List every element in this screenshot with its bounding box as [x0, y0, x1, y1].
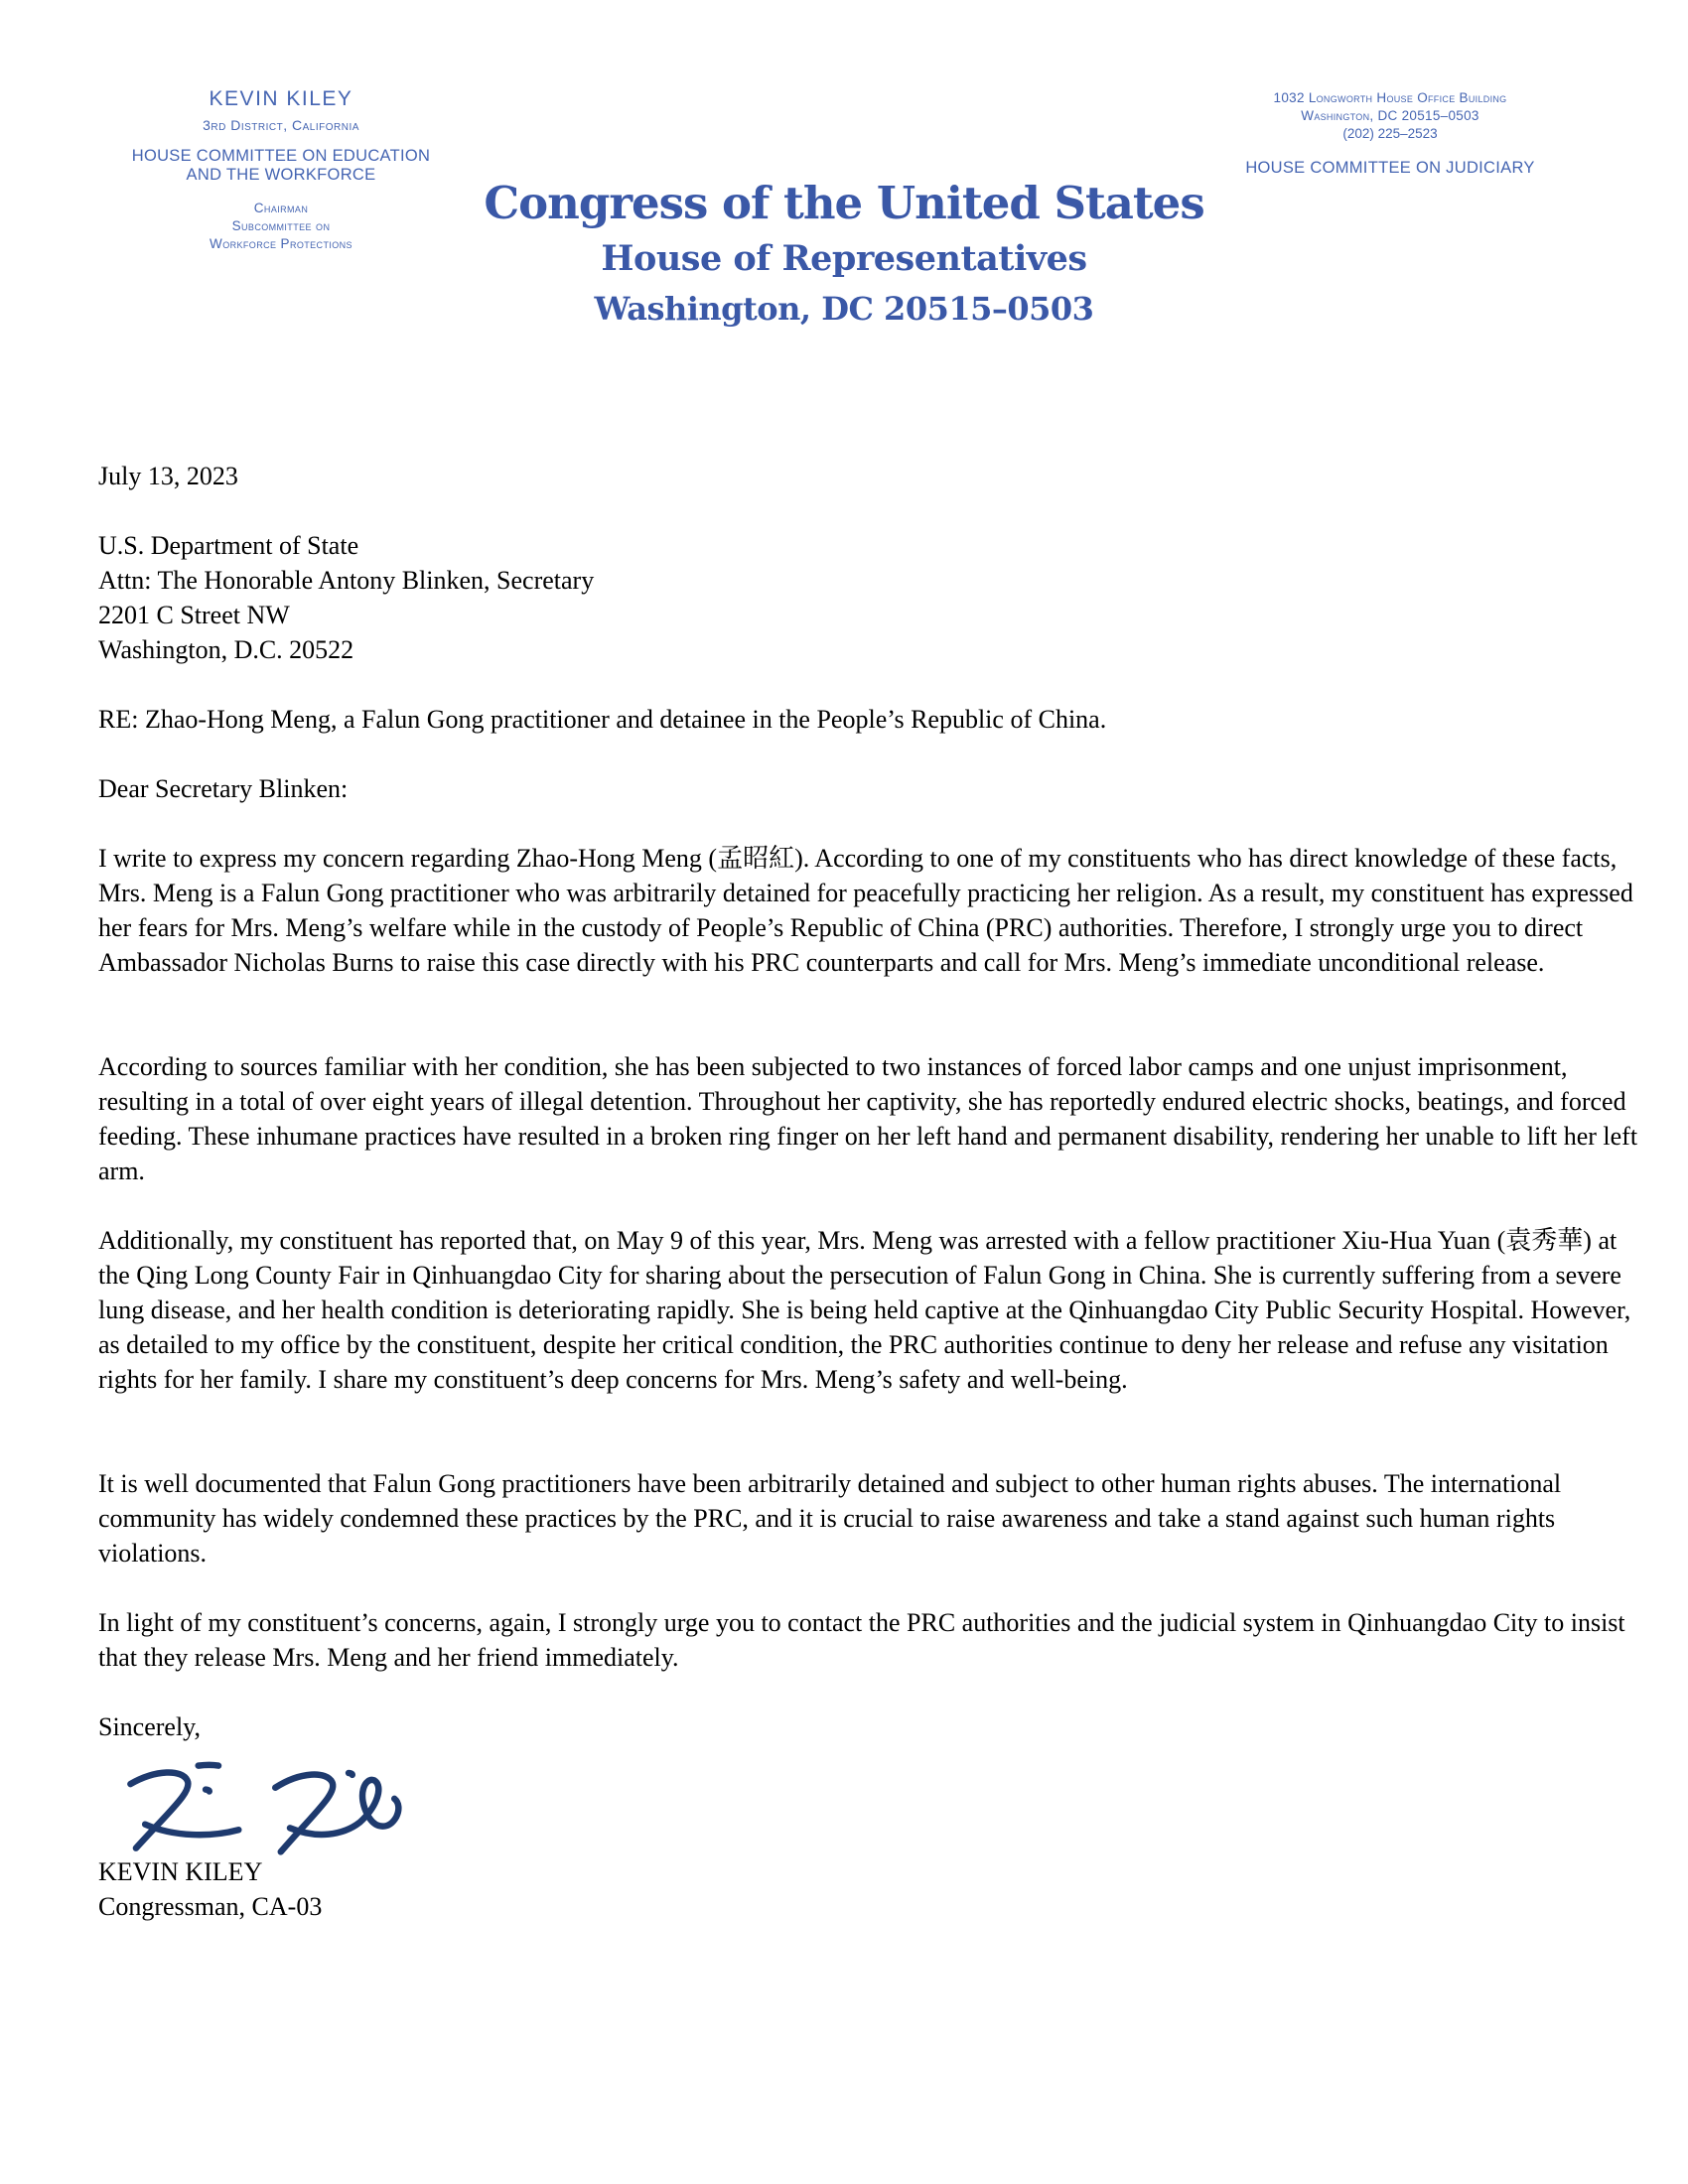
body-paragraph: According to sources familiar with her condition, she has been subjected to two instances of forced labor camps and one unjust imprisonment, resulting in a total of over eight years of illegal detention. Throughout her captivity, she has reportedly endured electric shocks, beatings, and forced feeding. These inhumane practices have resulted in a broken ring finger on her left hand and permanent disability, rendering her unable to lift her left arm.: [98, 1052, 1638, 1185]
committee-education-line2: AND THE WORKFORCE: [186, 166, 376, 184]
masthead-congress: Congress of the United States: [484, 177, 1204, 229]
recipient-line: 2201 C Street NW: [98, 601, 290, 629]
recipient-line: Washington, D.C. 20522: [98, 635, 354, 664]
body-paragraph: It is well documented that Falun Gong practitioners have been arbitrarily detained and subject to other human rights abuses. The international community has widely condemned these practices by the PRC, and it is crucial to raise awareness and take a stand against such human rights violations.: [98, 1469, 1562, 1568]
committee-education-line1: HOUSE COMMITTEE ON EDUCATION: [131, 147, 431, 165]
subcommittee-line2: Workforce Protections: [210, 236, 352, 251]
re-line: RE: Zhao-Hong Meng, a Falun Gong practitioner and detainee in the People’s Republic of China.: [98, 705, 1107, 734]
signer-title: Congressman, CA-03: [98, 1892, 323, 1921]
letter-date: July 13, 2023: [98, 462, 238, 490]
recipient-line: Attn: The Honorable Antony Blinken, Secretary: [98, 566, 595, 595]
body-paragraph: I write to express my concern regarding Zhao-Hong Meng (孟昭紅). According to one of my constituents who has direct knowledge of these facts, Mrs. Meng is a Falun Gong practitioner who was arbitrarily detained for peacefully practicing her religion. As a result, my constituent has expressed her fears for Mrs. Meng’s welfare while in the custody of People’s Republic of China (PRC) authorities. Therefore, I strongly urge you to direct Ambassador Nicholas Burns to raise this case directly with his PRC counterparts and call for Mrs. Meng’s immediate unconditional release.: [98, 844, 1633, 977]
subcommittee-line1: Subcommittee on: [231, 218, 331, 233]
recipient-address: [98, 528, 1639, 667]
member-district: 3rd District, California: [203, 117, 359, 133]
body-paragraph: Additionally, my constituent has reported that, on May 9 of this year, Mrs. Meng was arrested with a fellow practitioner Xiu-Hua Yuan (袁秀華) at the Qing Long County Fair in Qinhuangdao City for sharing about the persecution of Falun Gong in China. She is currently suffering from a severe lung disease, and her health condition is deteriorating rapidly. She is being held captive at the Qinhuangdao City Public Security Hospital. However, as detailed to my office by the constituent, despite her critical condition, the PRC authorities continue to deny her release and refuse any visitation rights for her family. I share my constituent’s deep concerns for Mrs. Meng’s safety and well-being.: [98, 1226, 1631, 1394]
letterhead-right: [1167, 89, 1614, 178]
closing: Sincerely,: [98, 1712, 201, 1741]
committee-judiciary: HOUSE COMMITTEE ON JUDICIARY: [1245, 159, 1535, 177]
masthead-house: House of Representatives: [601, 238, 1087, 279]
member-name: KEVIN KILEY: [209, 87, 353, 110]
body-paragraph: In light of my constituent’s concerns, again, I strongly urge you to contact the PRC authorities and the judicial system in Qinhuangdao City to insist that they release Mrs. Meng and her friend immediately.: [98, 1608, 1625, 1672]
office-phone: (202) 225–2523: [1342, 126, 1438, 141]
salutation: Dear Secretary Blinken:: [98, 774, 349, 803]
signer-name: KEVIN KILEY: [98, 1857, 263, 1886]
office-address-line2: Washington, DC 20515–0503: [1301, 108, 1479, 123]
recipient-line: U.S. Department of State: [98, 531, 359, 560]
signature: [104, 1749, 452, 1868]
chairman-title: Chairman: [253, 201, 309, 215]
office-address-line1: 1032 Longworth House Office Building: [1273, 90, 1507, 105]
masthead-city: Washington, DC 20515–0503: [594, 290, 1094, 328]
